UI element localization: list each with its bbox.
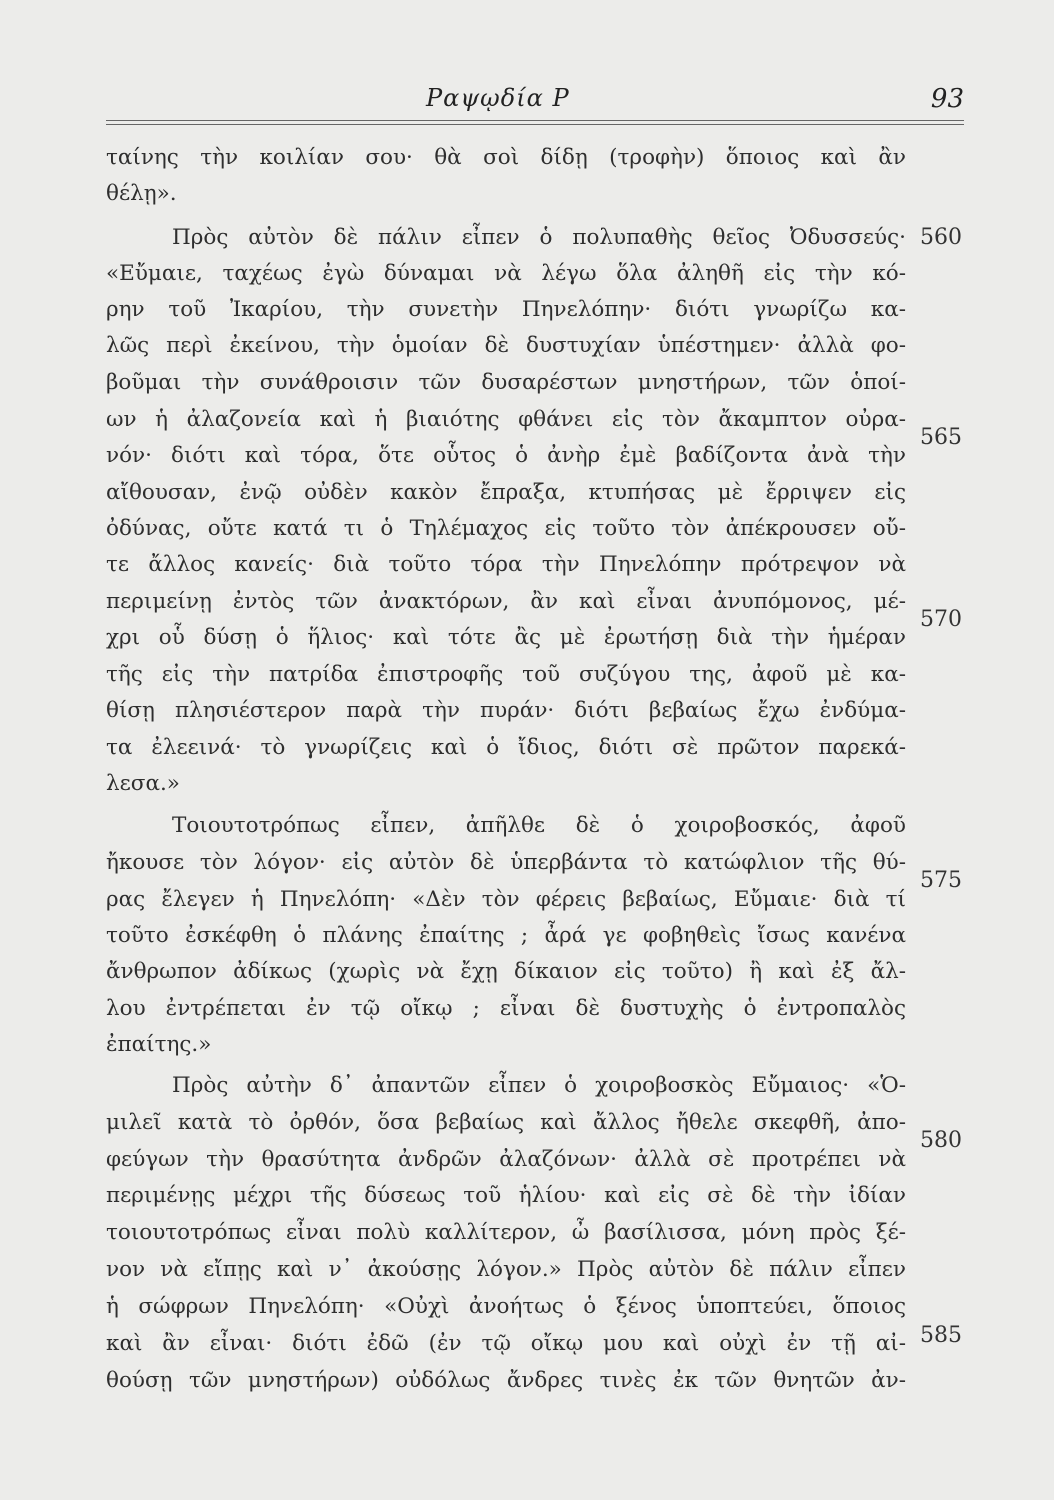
text-line: θούσῃ τῶν μνηστήρων) οὐδόλως ἄνδρες τινὲς ἐκ τῶν θνητῶν ἀν- [106,1368,906,1393]
text-line: χρι οὗ δύσῃ ὁ ἥλιος· καὶ τότε ἂς μὲ ἐρωτήσῃ διὰ τὴν ἡμέραν [106,625,906,650]
text-line: ἐπαίτης.» [106,1032,212,1057]
verse-number: 570 [920,607,962,632]
verse-number: 565 [920,425,962,450]
text-line: ων ἡ ἀλαζονεία καὶ ἡ βιαιότης φθάνει εἰς τὸν ἄκαμπτον οὐρα- [106,407,906,432]
verse-number: 560 [920,225,962,250]
text-line: Τοιουτοτρόπως εἶπεν, ἀπῆλθε δὲ ὁ χοιροβοσκός, ἀφοῦ [172,813,906,838]
verse-number: 580 [920,1128,962,1153]
text-line: ἤκουσε τὸν λόγον· εἰς αὐτὸν δὲ ὑπερβάντα τὸ κατώφλιον τῆς θύ- [106,850,906,875]
text-line: μιλεῖ κατὰ τὸ ὀρθόν, ὅσα βεβαίως καὶ ἄλλος ἤθελε σκεφθῆ, ἀπο- [106,1110,906,1135]
text-line: τα ἐλεεινά· τὸ γνωρίζεις καὶ ὁ ἴδιος, διότι σὲ πρῶτον παρεκά- [106,735,906,760]
text-line: περιμένῃς μέχρι τῆς δύσεως τοῦ ἡλίου· καὶ εἰς σὲ δὲ τὴν ἰδίαν [106,1183,906,1208]
text-line: ὀδύνας, οὔτε κατά τι ὁ Τηλέμαχος εἰς τοῦτο τὸν ἀπέκρουσεν οὔ- [106,516,906,541]
text-line: νον νὰ εἴπῃς καὶ ν᾽ ἀκούσῃς λόγον.» Πρὸς αὐτὸν δὲ πάλιν εἶπεν [106,1257,906,1282]
header-rule [106,120,964,121]
text-line: λου ἐντρέπεται ἐν τῷ οἴκῳ ; εἶναι δὲ δυστυχὴς ὁ ἐντροπαλὸς [106,996,906,1021]
running-head: Ραψῳδία Ρ [426,84,570,112]
text-line: καὶ ἂν εἶναι· διότι ἐδῶ (ἐν τῷ οἴκῳ μου καὶ οὐχὶ ἐν τῇ αἰ- [106,1331,906,1356]
text-line: αἴθουσαν, ἐνῷ οὐδὲν κακὸν ἔπραξα, κτυπήσας μὲ ἔρριψεν εἰς [106,480,906,505]
text-line: λῶς περὶ ἐκείνου, τὴν ὁμοίαν δὲ δυστυχίαν ὑπέστημεν· ἀλλὰ φο- [106,333,906,358]
text-line: ρην τοῦ Ἰκαρίου, τὴν συνετὴν Πηνελόπην· διότι γνωρίζω κα- [106,297,906,322]
text-line: τῆς εἰς τὴν πατρίδα ἐπιστροφῆς τοῦ συζύγου της, ἀφοῦ μὲ κα- [106,662,906,687]
text-line: τοιουτοτρόπως εἶναι πολὺ καλλίτερον, ὦ βασίλισσα, μόνη πρὸς ξέ- [106,1220,906,1245]
text-line: θίσῃ πλησιέστερον παρὰ τὴν πυράν· διότι βεβαίως ἔχω ἐνδύμα- [106,698,906,723]
text-line: περιμείνῃ ἐντὸς τῶν ἀνακτόρων, ἂν καὶ εἶναι ἀνυπόμονος, μέ- [106,589,906,614]
page-header [106,84,964,124]
text-line: ἄνθρωπον ἀδίκως (χωρὶς νὰ ἔχῃ δίκαιον εἰς τοῦτο) ἢ καὶ ἐξ ἄλ- [106,959,906,984]
text-line: τε ἄλλος κανείς· διὰ τοῦτο τόρα τὴν Πηνελόπην πρότρεψον νὰ [106,552,906,577]
text-line: Πρὸς αὐτὴν δ᾽ ἀπαντῶν εἶπεν ὁ χοιροβοσκὸς Εὔμαιος· «Ὁ- [172,1073,906,1098]
text-line: ρας ἔλεγεν ἡ Πηνελόπη· «Δὲν τὸν φέρεις βεβαίως, Εὔμαιε· διὰ τί [106,887,906,912]
text-line: νόν· διότι καὶ τόρα, ὅτε οὗτος ὁ ἀνὴρ ἐμὲ βαδίζοντα ἀνὰ τὴν [106,443,906,468]
text-line: «Εὔμαιε, ταχέως ἐγὼ δύναμαι νὰ λέγω ὅλα ἀληθῆ εἰς τὴν κό- [106,261,906,286]
text-line: Πρὸς αὐτὸν δὲ πάλιν εἶπεν ὁ πολυπαθὴς θεῖος Ὀδυσσεύς· [172,225,906,250]
header-rule [106,124,964,125]
text-line: ταίνης τὴν κοιλίαν σου· θὰ σοὶ δίδῃ (τροφὴν) ὅποιος καὶ ἂν [106,145,906,170]
text-line: φεύγων τὴν θρασύτητα ἀνδρῶν ἀλαζόνων· ἀλλὰ σὲ προτρέπει νὰ [106,1147,906,1172]
verse-number: 585 [920,1323,962,1348]
page-number: 93 [930,84,964,114]
text-line: τοῦτο ἐσκέφθη ὁ πλάνης ἐπαίτης ; ἆρά γε φοβηθεὶς ἴσως κανένα [106,923,906,948]
text-line: λεσα.» [106,771,180,796]
verse-number: 575 [920,868,962,893]
text-line: ἡ σώφρων Πηνελόπη· «Οὐχὶ ἀνοήτως ὁ ξένος ὑποπτεύει, ὅποιος [106,1294,906,1319]
text-line: βοῦμαι τὴν συνάθροισιν τῶν δυσαρέστων μνηστήρων, τῶν ὁποί- [106,370,906,395]
text-line: θέλῃ». [106,181,177,206]
